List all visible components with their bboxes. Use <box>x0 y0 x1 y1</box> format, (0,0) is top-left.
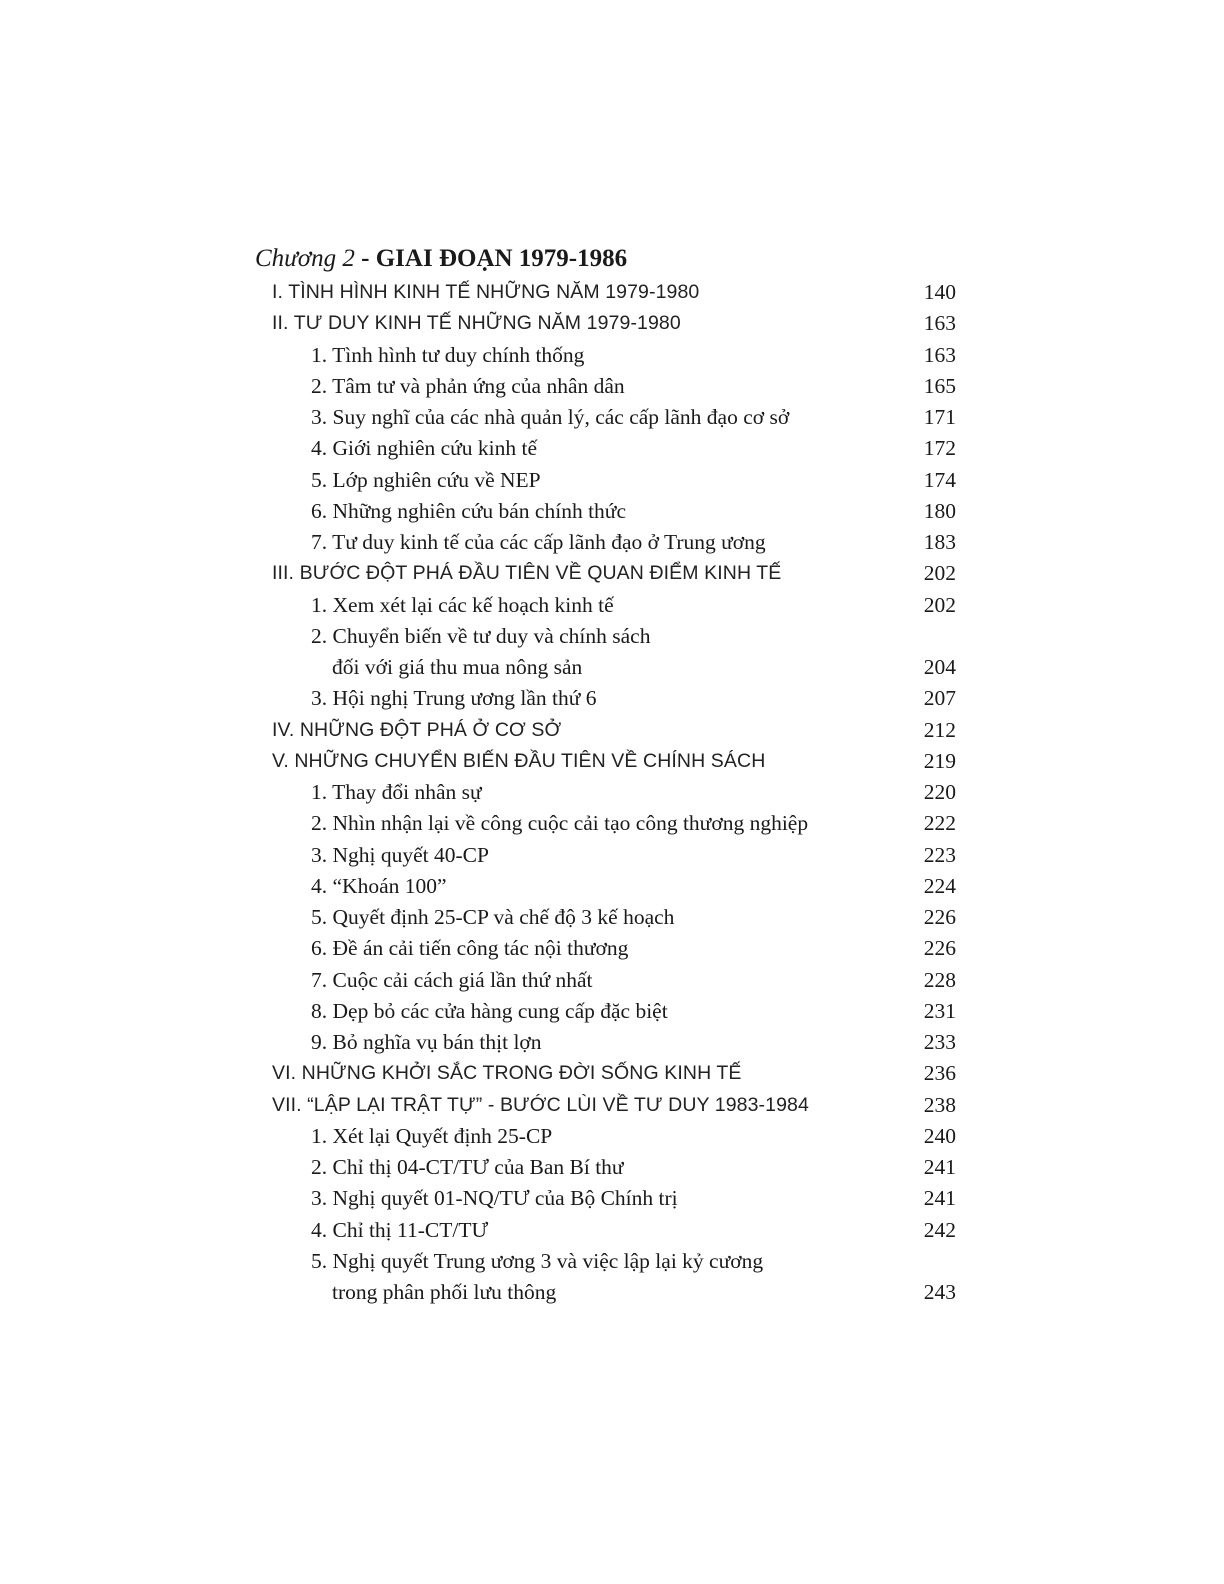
toc-entry-label: đối với giá thu mua nông sản <box>332 655 583 679</box>
toc-item-row <box>0 808 1224 839</box>
toc-page-number: 212 <box>923 717 956 742</box>
toc-item-row <box>0 1121 1224 1152</box>
toc-page-number: 241 <box>923 1155 956 1179</box>
toc-section-row <box>0 715 1224 746</box>
toc-entry-label: 2. Tâm tư và phản ứng của nhân dân <box>311 373 625 398</box>
toc-entry-label: 5. Nghị quyết Trung ương 3 và việc lập lại kỷ cương <box>311 1248 764 1273</box>
toc-entry-label: III. BƯỚC ĐỘT PHÁ ĐẦU TIÊN VỀ QUAN ĐIỂM KINH TẾ <box>272 562 782 585</box>
toc-item-row <box>0 1215 1224 1246</box>
toc-entry-label: 8. Dẹp bỏ các cửa hàng cung cấp đặc biệt <box>311 998 668 1023</box>
toc-entry-label: VII. “LẬP LẠI TRẬT TỰ” - BƯỚC LÙI VỀ TƯ DUY 1983-1984 <box>272 1093 809 1116</box>
toc-entry-label: 2. Nhìn nhận lại về công cuộc cải tạo công thương nghiệp <box>311 811 809 836</box>
toc-entry-label: trong phân phối lưu thông <box>332 1280 557 1304</box>
toc-item-row <box>0 402 1224 433</box>
toc-page-number: 202 <box>923 592 956 617</box>
toc-entry-label: I. TÌNH HÌNH KINH TẾ NHỮNG NĂM 1979-1980 <box>272 281 700 303</box>
toc-entry-label: 1. Tình hình tư duy chính thống <box>311 342 585 367</box>
toc-page-number: 140 <box>923 280 956 304</box>
toc-entry-label: 1. Xét lại Quyết định 25-CP <box>311 1123 553 1148</box>
toc-page-number: 174 <box>923 467 956 492</box>
toc-item-row <box>0 621 1224 652</box>
toc-entry-label: 9. Bỏ nghĩa vụ bán thịt lợn <box>311 1030 542 1054</box>
toc-entry-label: 4. “Khoán 100” <box>311 873 447 898</box>
toc-section-row <box>0 277 1224 308</box>
toc-item-row <box>0 1027 1224 1058</box>
toc-item-row <box>0 1277 1224 1308</box>
toc-section-row <box>0 1090 1224 1121</box>
toc-item-row <box>0 652 1224 683</box>
toc-entry-label: 3. Suy nghĩ của các nhà quản lý, các cấp lãnh đạo cơ sở <box>311 405 790 429</box>
toc-entry-label: 7. Cuộc cải cách giá lần thứ nhất <box>311 967 593 992</box>
chapter-name: GIAI ĐOẠN 1979-1986 <box>375 245 628 272</box>
toc-item-row <box>0 933 1224 964</box>
toc-item-row <box>0 840 1224 871</box>
toc-page-number: 163 <box>923 311 956 336</box>
toc-item-row <box>0 996 1224 1027</box>
toc-entry-label: 1. Thay đổi nhân sự <box>311 780 482 804</box>
toc-page-number: 204 <box>923 655 956 679</box>
toc-page-number: 163 <box>923 342 956 367</box>
toc-page-number: 183 <box>923 530 956 554</box>
toc-item-row <box>0 527 1224 558</box>
toc-page-number: 241 <box>923 1186 956 1211</box>
toc-page-number: 222 <box>923 811 956 836</box>
toc-item-row <box>0 1246 1224 1277</box>
toc-item-row <box>0 496 1224 527</box>
toc-entry-label: 2. Chỉ thị 04-CT/TƯ của Ban Bí thư <box>311 1155 624 1179</box>
toc-entry-label: 3. Nghị quyết 01-NQ/TƯ của Bộ Chính trị <box>311 1186 678 1211</box>
chapter-separator: - <box>354 245 376 272</box>
toc-entry-label: 1. Xem xét lại các kế hoạch kinh tế <box>311 592 614 617</box>
toc-item-row <box>0 965 1224 996</box>
toc-entry-label: 6. Những nghiên cứu bán chính thức <box>311 498 626 523</box>
toc-page-number: 207 <box>923 686 956 711</box>
toc-page-number: 202 <box>923 561 956 586</box>
toc-page-number: 219 <box>923 748 956 773</box>
toc-section-row <box>0 1058 1224 1089</box>
toc-item-row <box>0 433 1224 464</box>
toc-entry-label: 5. Quyết định 25-CP và chế độ 3 kế hoạch <box>311 905 675 929</box>
toc-entry-label: 3. Hội nghị Trung ương lần thứ 6 <box>311 686 597 711</box>
toc-item-row <box>0 902 1224 933</box>
toc-page-number: 240 <box>923 1123 956 1148</box>
toc-item-row <box>0 465 1224 496</box>
toc-page-number: 242 <box>923 1217 956 1242</box>
toc-entry-label: 5. Lớp nghiên cứu về NEP <box>311 467 541 492</box>
toc-page-number: 228 <box>923 967 956 992</box>
toc-item-row <box>0 340 1224 371</box>
toc-page-number: 236 <box>923 1061 956 1086</box>
toc-page-number: 243 <box>923 1280 956 1304</box>
toc-entry-label: 6. Đề án cải tiến công tác nội thương <box>311 936 629 961</box>
toc-item-row <box>0 871 1224 902</box>
toc-page-number: 226 <box>923 905 956 929</box>
toc-page-number: 172 <box>923 436 956 461</box>
toc-item-row <box>0 777 1224 808</box>
toc-page-number: 224 <box>923 873 956 898</box>
toc-entry-label: 7. Tư duy kinh tế của các cấp lãnh đạo ở Trung ương <box>311 530 766 554</box>
toc-entry-label: IV. NHỮNG ĐỘT PHÁ Ở CƠ SỞ <box>272 718 562 741</box>
toc-entry-label: 4. Giới nghiên cứu kinh tế <box>311 436 538 461</box>
chapter-title <box>255 241 627 277</box>
toc-page-number: 226 <box>923 936 956 961</box>
toc-entry-label: 3. Nghị quyết 40-CP <box>311 842 489 867</box>
toc-section-row <box>0 308 1224 339</box>
toc-entry-label: VI. NHỮNG KHỞI SẮC TRONG ĐỜI SỐNG KINH TẾ <box>272 1062 742 1085</box>
toc-page-number: 238 <box>923 1092 956 1117</box>
toc-page-number: 220 <box>923 780 956 804</box>
toc-page-number: 171 <box>923 405 956 429</box>
toc-page-number: 165 <box>923 373 956 398</box>
toc-page-number: 223 <box>923 842 956 867</box>
toc-item-row <box>0 590 1224 621</box>
toc-page-number: 180 <box>923 498 956 523</box>
toc-item-row <box>0 1152 1224 1183</box>
toc-section-row <box>0 558 1224 589</box>
toc-item-row <box>0 371 1224 402</box>
toc-entry-label: II. TƯ DUY KINH TẾ NHỮNG NĂM 1979-1980 <box>272 312 681 335</box>
toc-page-number: 231 <box>923 998 956 1023</box>
toc-entry-label: 2. Chuyển biến về tư duy và chính sách <box>311 623 651 648</box>
toc-entry-label: 4. Chỉ thị 11-CT/TƯ <box>311 1217 489 1242</box>
toc-section-row <box>0 746 1224 777</box>
toc-page-number: 233 <box>923 1030 956 1054</box>
toc-item-row <box>0 1183 1224 1214</box>
toc-item-row <box>0 683 1224 714</box>
chapter-prefix: Chương 2 <box>255 245 355 272</box>
toc-entry-label: V. NHỮNG CHUYỂN BIẾN ĐẦU TIÊN VỀ CHÍNH SÁCH <box>272 749 766 772</box>
